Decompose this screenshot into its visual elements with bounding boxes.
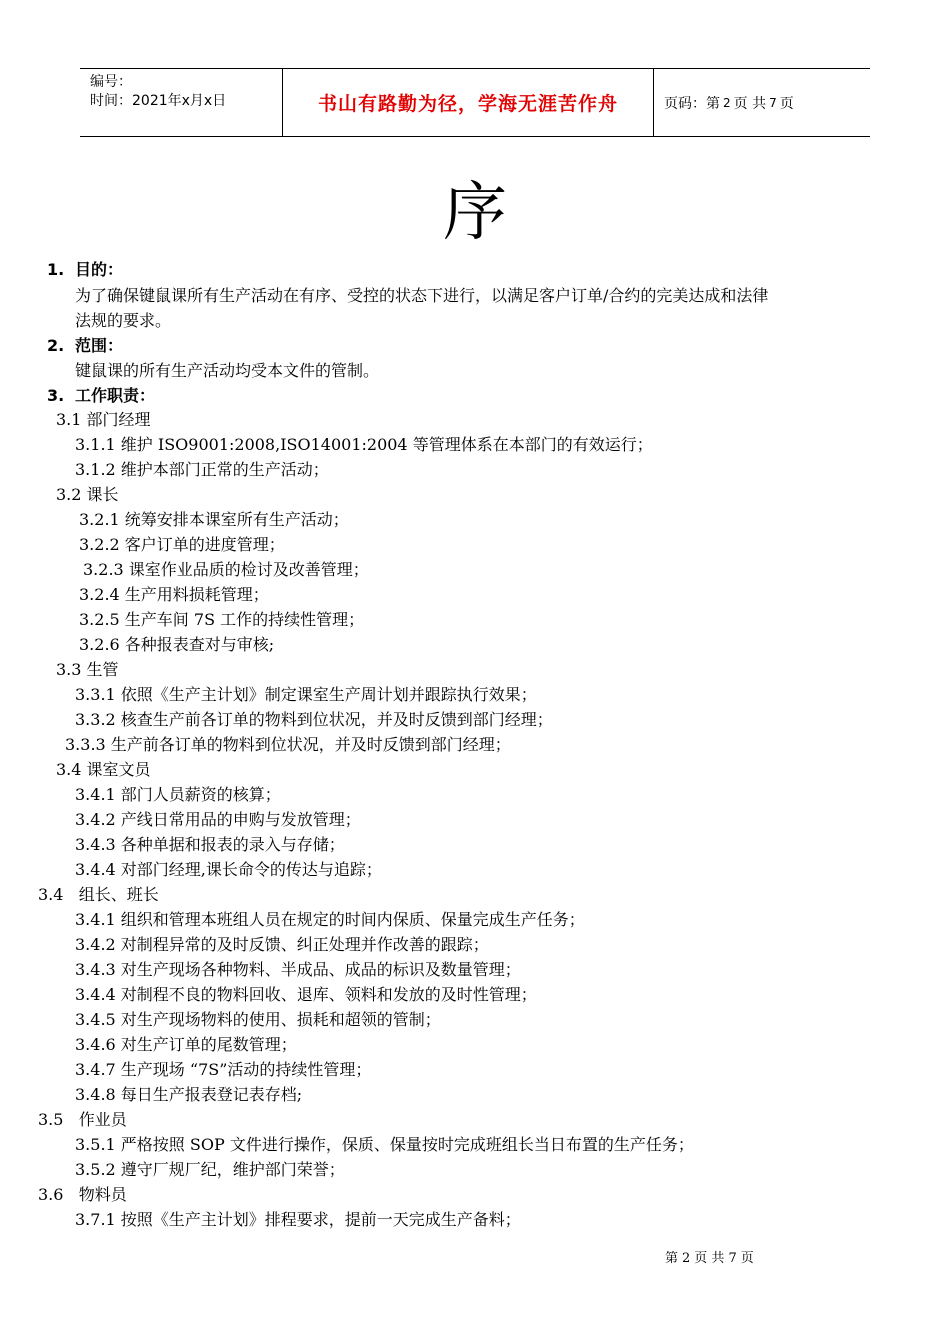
duty-item: 3.3.2 核查生产前各订单的物料到位状况，并及时反馈到部门经理； xyxy=(75,710,553,729)
duty-item: 3.4.7 生产现场 “7S”活动的持续性管理； xyxy=(75,1060,372,1079)
section-1-body-line: 为了确保键鼠课所有生产活动在有序、受控的状态下进行，以满足客户订单/合约的完美达成和法律 xyxy=(75,286,769,305)
section-1-heading xyxy=(47,258,123,282)
page-mid: 页 共 xyxy=(733,95,767,112)
subsection-heading: 3.3 生管 xyxy=(56,660,119,679)
duty-item: 3.4.2 产线日常用品的申购与发放管理； xyxy=(75,810,361,829)
subsection-heading: 3.1 部门经理 xyxy=(56,410,151,429)
subsection-heading: 3.6 物料员 xyxy=(38,1185,127,1204)
header-info-cell xyxy=(80,69,282,136)
subsection-heading: 3.5 作业员 xyxy=(38,1110,127,1129)
duty-item: 3.4.1 部门人员薪资的核算； xyxy=(75,785,281,804)
duty-item: 3.4.4 对部门经理,课长命令的传达与追踪； xyxy=(75,860,382,879)
section-title: 工作职责： xyxy=(75,386,156,405)
section-number: 1. xyxy=(47,260,65,279)
subsection-heading: 3.4 组长、班长 xyxy=(38,885,159,904)
section-number: 3. xyxy=(47,386,65,405)
footer-mid: 页 共 xyxy=(694,1251,725,1266)
duty-item: 3.1.2 维护本部门正常的生产活动； xyxy=(75,460,329,479)
duty-item: 3.4.3 对生产现场各种物料、半成品、成品的标识及数量管理； xyxy=(75,960,521,979)
section-2-body-line: 键鼠课的所有生产活动均受本文件的管制。 xyxy=(75,361,380,380)
page-total: 7 xyxy=(769,95,777,110)
duty-item: 3.3.1 依照《生产主计划》制定课室生产周计划并跟踪执行效果； xyxy=(75,685,537,704)
duty-item: 3.4.6 对生产订单的尾数管理； xyxy=(75,1035,297,1054)
section-1-body-line: 法规的要求。 xyxy=(75,311,172,330)
duty-item: 3.2.5 生产车间 7S 工作的持续性管理； xyxy=(79,610,365,629)
duty-item: 3.2.1 统筹安排本课室所有生产活动； xyxy=(79,510,349,529)
duty-item: 3.5.2 遵守厂规厂纪，维护部门荣誉； xyxy=(75,1160,345,1179)
page-label: 页码：第 xyxy=(664,95,720,112)
duty-item: 3.4.3 各种单据和报表的录入与存储； xyxy=(75,835,345,854)
duty-item: 3.4.1 组织和管理本班组人员在规定的时间内保质、保量完成生产任务； xyxy=(75,910,585,929)
duty-item: 3.4.8 每日生产报表登记表存档; xyxy=(75,1085,303,1104)
doc-date: 时间：2021年x月x日 xyxy=(90,93,227,109)
section-2-heading xyxy=(47,334,123,358)
duty-item: 3.4.5 对生产现场物料的使用、损耗和超领的管制； xyxy=(75,1010,441,1029)
doc-number-label: 编号： xyxy=(90,74,132,90)
page-title: 序 xyxy=(443,176,507,250)
header-motto-cell xyxy=(282,69,654,136)
duty-item: 3.5.1 严格按照 SOP 文件进行操作，保质、保量按时完成班组长当日布置的生产任务； xyxy=(75,1135,694,1154)
footer-pre: 第 xyxy=(665,1251,679,1266)
duty-item: 3.4.2 对制程异常的及时反馈、纠正处理并作改善的跟踪； xyxy=(75,935,489,954)
subsection-heading: 3.4 课室文员 xyxy=(56,760,151,779)
duty-item: 3.2.6 各种报表查对与审核; xyxy=(79,635,275,654)
page-current: 2 xyxy=(723,95,731,110)
section-number: 2. xyxy=(47,336,65,355)
duty-item: 3.2.4 生产用料损耗管理； xyxy=(79,585,269,604)
footer-current: 2 xyxy=(682,1251,691,1266)
footer-total: 7 xyxy=(728,1251,737,1266)
page-end: 页 xyxy=(779,95,794,112)
section-title: 目的： xyxy=(75,260,124,279)
subsection-heading: 3.2 课长 xyxy=(56,485,119,504)
section-title: 范围： xyxy=(75,336,124,355)
page-footer xyxy=(663,1247,756,1266)
header-page-cell xyxy=(654,69,870,136)
duty-item: 3.2.3 课室作业品质的检讨及改善管理； xyxy=(83,560,369,579)
motto-text: 书山有路勤为径，学海无涯苦作舟 xyxy=(317,93,618,115)
document-header xyxy=(80,68,870,137)
duty-item: 3.1.1 维护 ISO9001:2008,ISO14001:2004 等管理体系在本部门的有效运行； xyxy=(75,435,653,454)
section-3-heading xyxy=(47,384,155,408)
duty-item: 3.7.1 按照《生产主计划》排程要求，提前一天完成生产备料； xyxy=(75,1210,521,1229)
duty-item: 3.2.2 客户订单的进度管理； xyxy=(79,535,285,554)
duty-item: 3.4.4 对制程不良的物料回收、退库、领料和发放的及时性管理； xyxy=(75,985,537,1004)
duty-item: 3.3.3 生产前各订单的物料到位状况，并及时反馈到部门经理； xyxy=(65,735,511,754)
footer-post: 页 xyxy=(740,1251,754,1266)
